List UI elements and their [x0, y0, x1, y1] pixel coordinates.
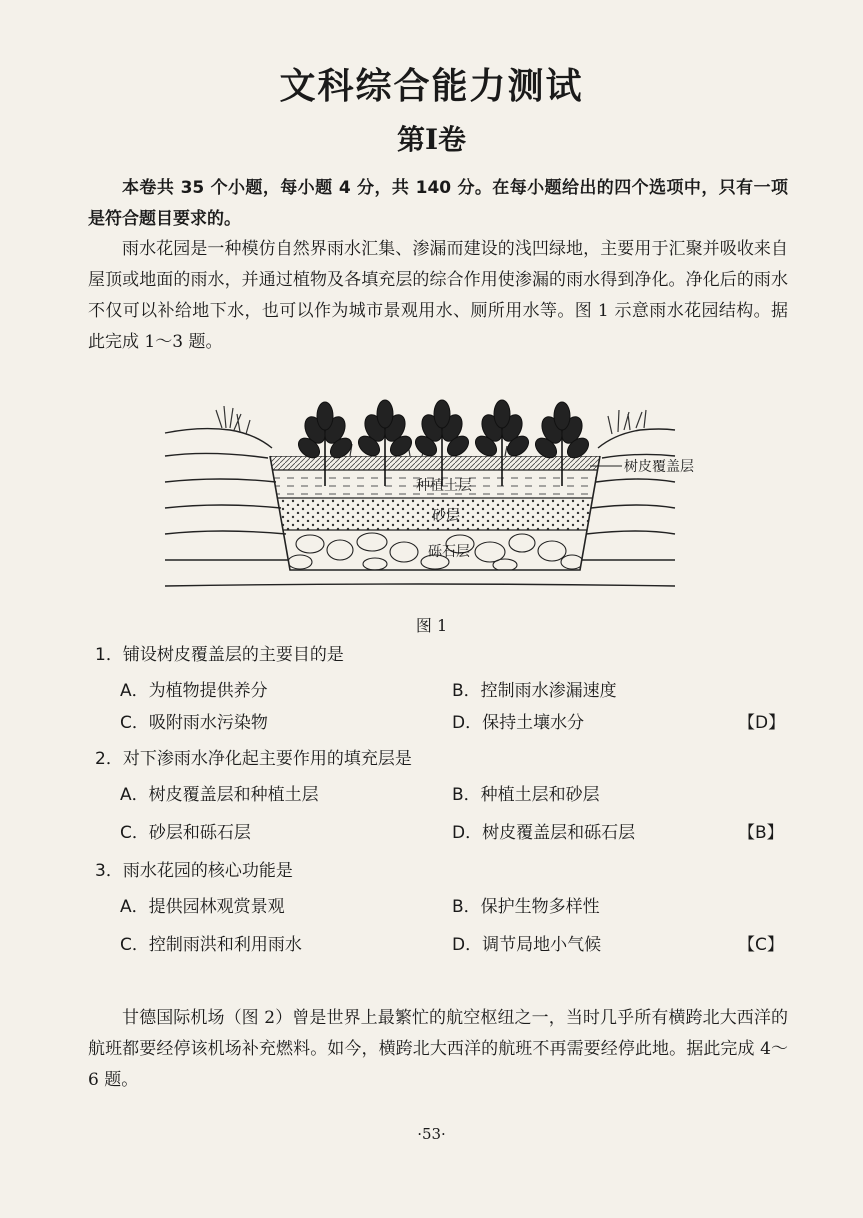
passage-rain-garden: 雨水花园是一种模仿自然界雨水汇集、渗漏而建设的浅凹绿地，主要用于汇聚并吸收来自屋顶或地面的雨水，并通过植物及各填充层的综合作用使渗漏的雨水得到净化。净化后的雨水不仅可以补给地下水，也可以作为城市景观用水、厕所用水等。图 1 示意雨水花园结构。据此完成 1～3 题。	[88, 239, 788, 352]
figure-caption: 图 1	[415, 616, 448, 635]
label-sand-layer: 砂层	[432, 508, 460, 524]
passage-gander-airport: 甘德国际机场（图 2）曾是世界上最繁忙的航空枢纽之一，当时几乎所有横跨北大西洋的航班都要经停该机场补充燃料。如今，横跨北大西洋的航班不再需要经停此地。据此完成 4～6 题。	[88, 1008, 788, 1090]
question-1-stem: 1．铺设树皮覆盖层的主要目的是	[95, 645, 344, 665]
section-title: 第Ⅰ卷	[396, 123, 467, 156]
page-title: 文科综合能力测试	[279, 65, 584, 107]
question-1-option-d: D．保持土壤水分	[452, 713, 585, 733]
label-gravel-layer: 砾石层	[428, 544, 470, 560]
question-3-option-c: C．控制雨洪和利用雨水	[120, 935, 302, 955]
rain-garden-diagram	[160, 378, 694, 608]
question-3-stem: 3．雨水花园的核心功能是	[95, 861, 293, 881]
question-2-option-c: C．砂层和砾石层	[120, 823, 251, 843]
question-1-answer: 【D】	[738, 713, 786, 733]
question-2-answer: 【B】	[738, 823, 784, 843]
section-intro: 本卷共 35 个小题，每小题 4 分，共 140 分。在每小题给出的四个选项中，只有一项是符合题目要求的。	[88, 178, 788, 229]
page-number: ·53·	[417, 1125, 446, 1143]
question-2-option-d: D．树皮覆盖层和砾石层	[452, 823, 636, 843]
question-2-stem: 2．对下渗雨水净化起主要作用的填充层是	[95, 749, 412, 769]
label-soil-layer: 种植土层	[416, 478, 472, 494]
question-1-option-a: A．为植物提供养分	[120, 681, 268, 701]
question-2-option-b: B．种植土层和砂层	[452, 785, 600, 805]
question-1-option-c: C．吸附雨水污染物	[120, 713, 268, 733]
question-3-answer: 【C】	[738, 935, 784, 955]
question-3-option-d: D．调节局地小气候	[452, 935, 602, 955]
question-2-option-a: A．树皮覆盖层和种植土层	[120, 785, 319, 805]
label-bark-layer: 树皮覆盖层	[624, 459, 694, 475]
question-3-option-b: B．保护生物多样性	[452, 897, 600, 917]
question-1-option-b: B．控制雨水渗漏速度	[452, 681, 617, 701]
question-3-option-a: A．提供园林观赏景观	[120, 897, 285, 917]
